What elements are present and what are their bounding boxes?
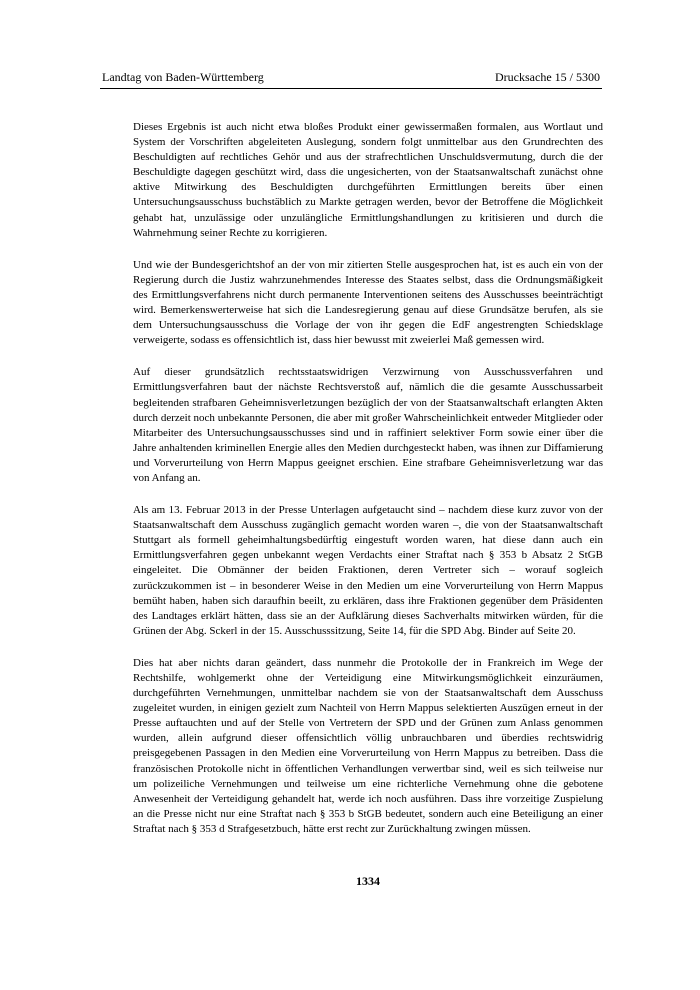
paragraph: Und wie der Bundesgerichtshof an der von mir zitierten Stelle ausgesprochen hat, ist es auch ein von der Regierung durch die Justiz wahrzunehmendes Interesse des Staates selbst, dass die Ordnungsmäßigkeit des Ermittlungsverfahrens nicht durch permanente Interventionen seitens des Ausschusses beeinträchtigt wird. Bemerkenswerterweise hat sich die Landesregierung genau auf diese Grundsätze berufen, als sie dem Untersuchungsausschuss die Vorlage der von ihr gegen die EdF angestrengten Schiedsklage verweigerte, sodass es offensichtlich ist, dass hier bewusst mit zweierlei Maß gemessen wird. bbox=[133, 258, 603, 347]
header-publisher: Landtag von Baden-Württemberg bbox=[102, 70, 264, 84]
paragraph: Als am 13. Februar 2013 in der Presse Unterlagen aufgetaucht sind – nachdem diese kurz zuvor von der Staatsanwaltschaft dem Ausschuss zugänglich gemacht worden waren –, die von der Staatsanwaltschaft Stuttgart als formell geheimhaltungsbedürftig eingestuft worden waren, hat diese dann auch ein Ermittlungsverfahren gegen unbekannt wegen Verdachts einer Straftat nach § 353 b Absatz 2 StGB eingeleitet. Die Obmänner der beiden Fraktionen, deren Vertreter sich – worauf sogleich zurückzukommen ist – in besonderer Weise in den Medien um eine Vorverurteilung von Herrn Mappus bemüht haben, haben sich daraufhin beeilt, zu erklären, dass ihre Fraktionen gegenüber dem Präsidenten des Landtages erklärt hätten, dass sie an der Aufklärung dieses Sachverhalts mitwirken würden, für die Grünen der Abg. Sckerl in der 15. Ausschusssitzung, Seite 14, für die SPD Abg. Binder auf Seite 20. bbox=[133, 504, 603, 637]
document-body bbox=[133, 120, 603, 854]
paragraph: Dieses Ergebnis ist auch nicht etwa bloßes Produkt einer gewissermaßen formalen, aus Wortlaut und System der Vorschriften abgeleiteten Auslegung, sondern folgt unmittelbar aus den Grundrechten des Beschuldigten auf rechtliches Gehör und aus der strafrechtlichen Unschuldsvermutung, durch die der Beschuldigte dagegen geschützt wird, dass die ungesicherten, von der Staatsanwaltschaft zunächst ohne aktive Mitwirkung des Beschuldigten durchgeführten Ermittlungen bereits über einen Untersuchungsausschuss buchstäblich zu Markte getragen werden, bevor der Betroffene die Möglichkeit gehabt hat, unzulässige oder unzulängliche Ermittlungshandlungen zu kritisieren und durch die Wahrnehmung seiner Rechte zu korrigieren. bbox=[133, 121, 603, 239]
paragraph: Dies hat aber nichts daran geändert, dass nunmehr die Protokolle der in Frankreich im Wege der Rechtshilfe, wohlgemerkt ohne der Verteidigung eine Mitwirkungsmöglichkeit einzuräumen, durchgeführten Vernehmungen, unmittelbar nachdem sie von der Staatsanwaltschaft dem Ausschuss zugeleitet wurden, in einigen gezielt zum Nachteil von Herrn Mappus selektierten Auszügen erneut in der Presse auftauchten und auf der Stelle von Vertretern der SPD und der Grünen zum Anlass genommen wurden, allein aufgrund dieser offensichtlich völlig unbrauchbaren und überdies rechtswidrig preisgegebenen Passagen in den Medien eine Vorverurteilung von Herrn Mappus zu betreiben. Dass die französischen Protokolle nicht in öffentlichen Verhandlungen verwertbar sind, weil es sich teilweise nur um polizeiliche Vernehmungen und teilweise um eine richterliche Vernehmung ohne die gebotene Anwesenheit der Verteidigung gehandelt hat, werde ich noch ausführen. Dass ihre vorzeitige Zuspielung an die Presse nicht nur eine Straftat nach § 353 b StGB bedeutet, sondern auch eine Beteiligung an einer Straftat nach § 353 d Strafgesetzbuch, hätte erst recht zur Zurückhaltung zwingen müssen. bbox=[133, 656, 603, 835]
page-number: 1334 bbox=[356, 874, 380, 888]
header-document-number: Drucksache 15 / 5300 bbox=[495, 70, 600, 84]
paragraph: Auf dieser grundsätzlich rechtsstaatswidrigen Verzwirnung von Ausschussverfahren und Ermittlungsverfahren baut der nächste Rechtsverstoß auf, nämlich die die gesamte Ausschussarbeit begleitenden strafbaren Geheimnisverletzungen bezüglich der von der Staatsanwaltschaft erlangten Akten durch derzeit noch unbekannte Personen, die aber mit großer Wahrscheinlichkeit entweder Mitglieder oder Mitarbeiter des Untersuchungsausschusses sind und in raffiniert selektiver Form sowie einer über die Jahre anhaltenden kriminellen Energie alles den Medien durchgesteckt haben, was ihnen zur Diffamierung und Vorverurteilung von Herrn Mappus geeignet erschien. Eine strafbare Geheimnisverletzung war das von Anfang an. bbox=[133, 366, 603, 484]
page-header bbox=[100, 68, 602, 89]
